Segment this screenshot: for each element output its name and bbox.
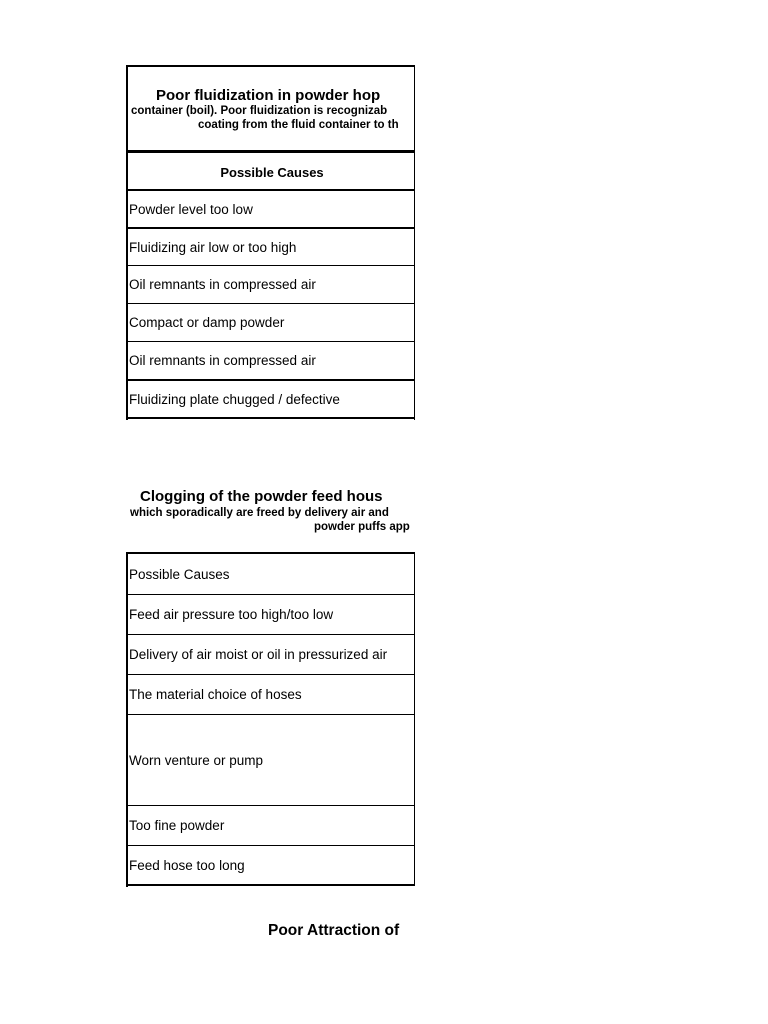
table-row: Fluidizing plate chugged / defective — [128, 379, 415, 417]
table2-bottom-border — [126, 884, 415, 886]
section1-causes-list — [128, 189, 415, 417]
section1-subtitle-line1: container (boil). Poor fluidization is recognizab — [131, 105, 388, 117]
table-row: The material choice of hoses — [128, 674, 415, 714]
table-row: Too fine powder — [128, 805, 415, 845]
fluidization-table — [126, 65, 415, 420]
table-row: Oil remnants in compressed air — [128, 341, 415, 379]
section3-title: Poor Attraction of — [268, 922, 400, 939]
section2-causes-list — [128, 554, 415, 885]
section2-subtitle-line2: powder puffs app — [314, 521, 410, 533]
table-row: Feed air pressure too high/too low — [128, 594, 415, 634]
section2-title: Clogging of the powder feed hous — [140, 488, 383, 505]
table-row: Oil remnants in compressed air — [128, 265, 415, 303]
table1-bottom-border — [126, 417, 415, 419]
table-row: Fluidizing air low or too high — [128, 227, 415, 265]
section2-subtitle-line1: which sporadically are freed by delivery air and — [130, 507, 389, 519]
table-row: Feed hose too long — [128, 845, 415, 885]
table-row: Worn venture or pump — [128, 714, 415, 805]
section2-subtitle — [130, 506, 410, 534]
table-row: Powder level too low — [128, 189, 415, 227]
table-row: Possible Causes — [129, 566, 230, 582]
section1-subtitle — [128, 104, 399, 132]
section1-title: Poor fluidization in powder hop — [156, 87, 381, 104]
possible-causes-header: Possible Causes — [128, 151, 415, 191]
table-row: Compact or damp powder — [128, 303, 415, 341]
table1-right-border — [414, 65, 415, 420]
clogging-table — [126, 552, 415, 887]
section1-subtitle-line2: coating from the fluid container to th — [198, 119, 399, 131]
table2-right-border — [414, 552, 415, 886]
table-row: Delivery of air moist or oil in pressurized air — [128, 634, 415, 674]
header-divider — [126, 150, 415, 152]
